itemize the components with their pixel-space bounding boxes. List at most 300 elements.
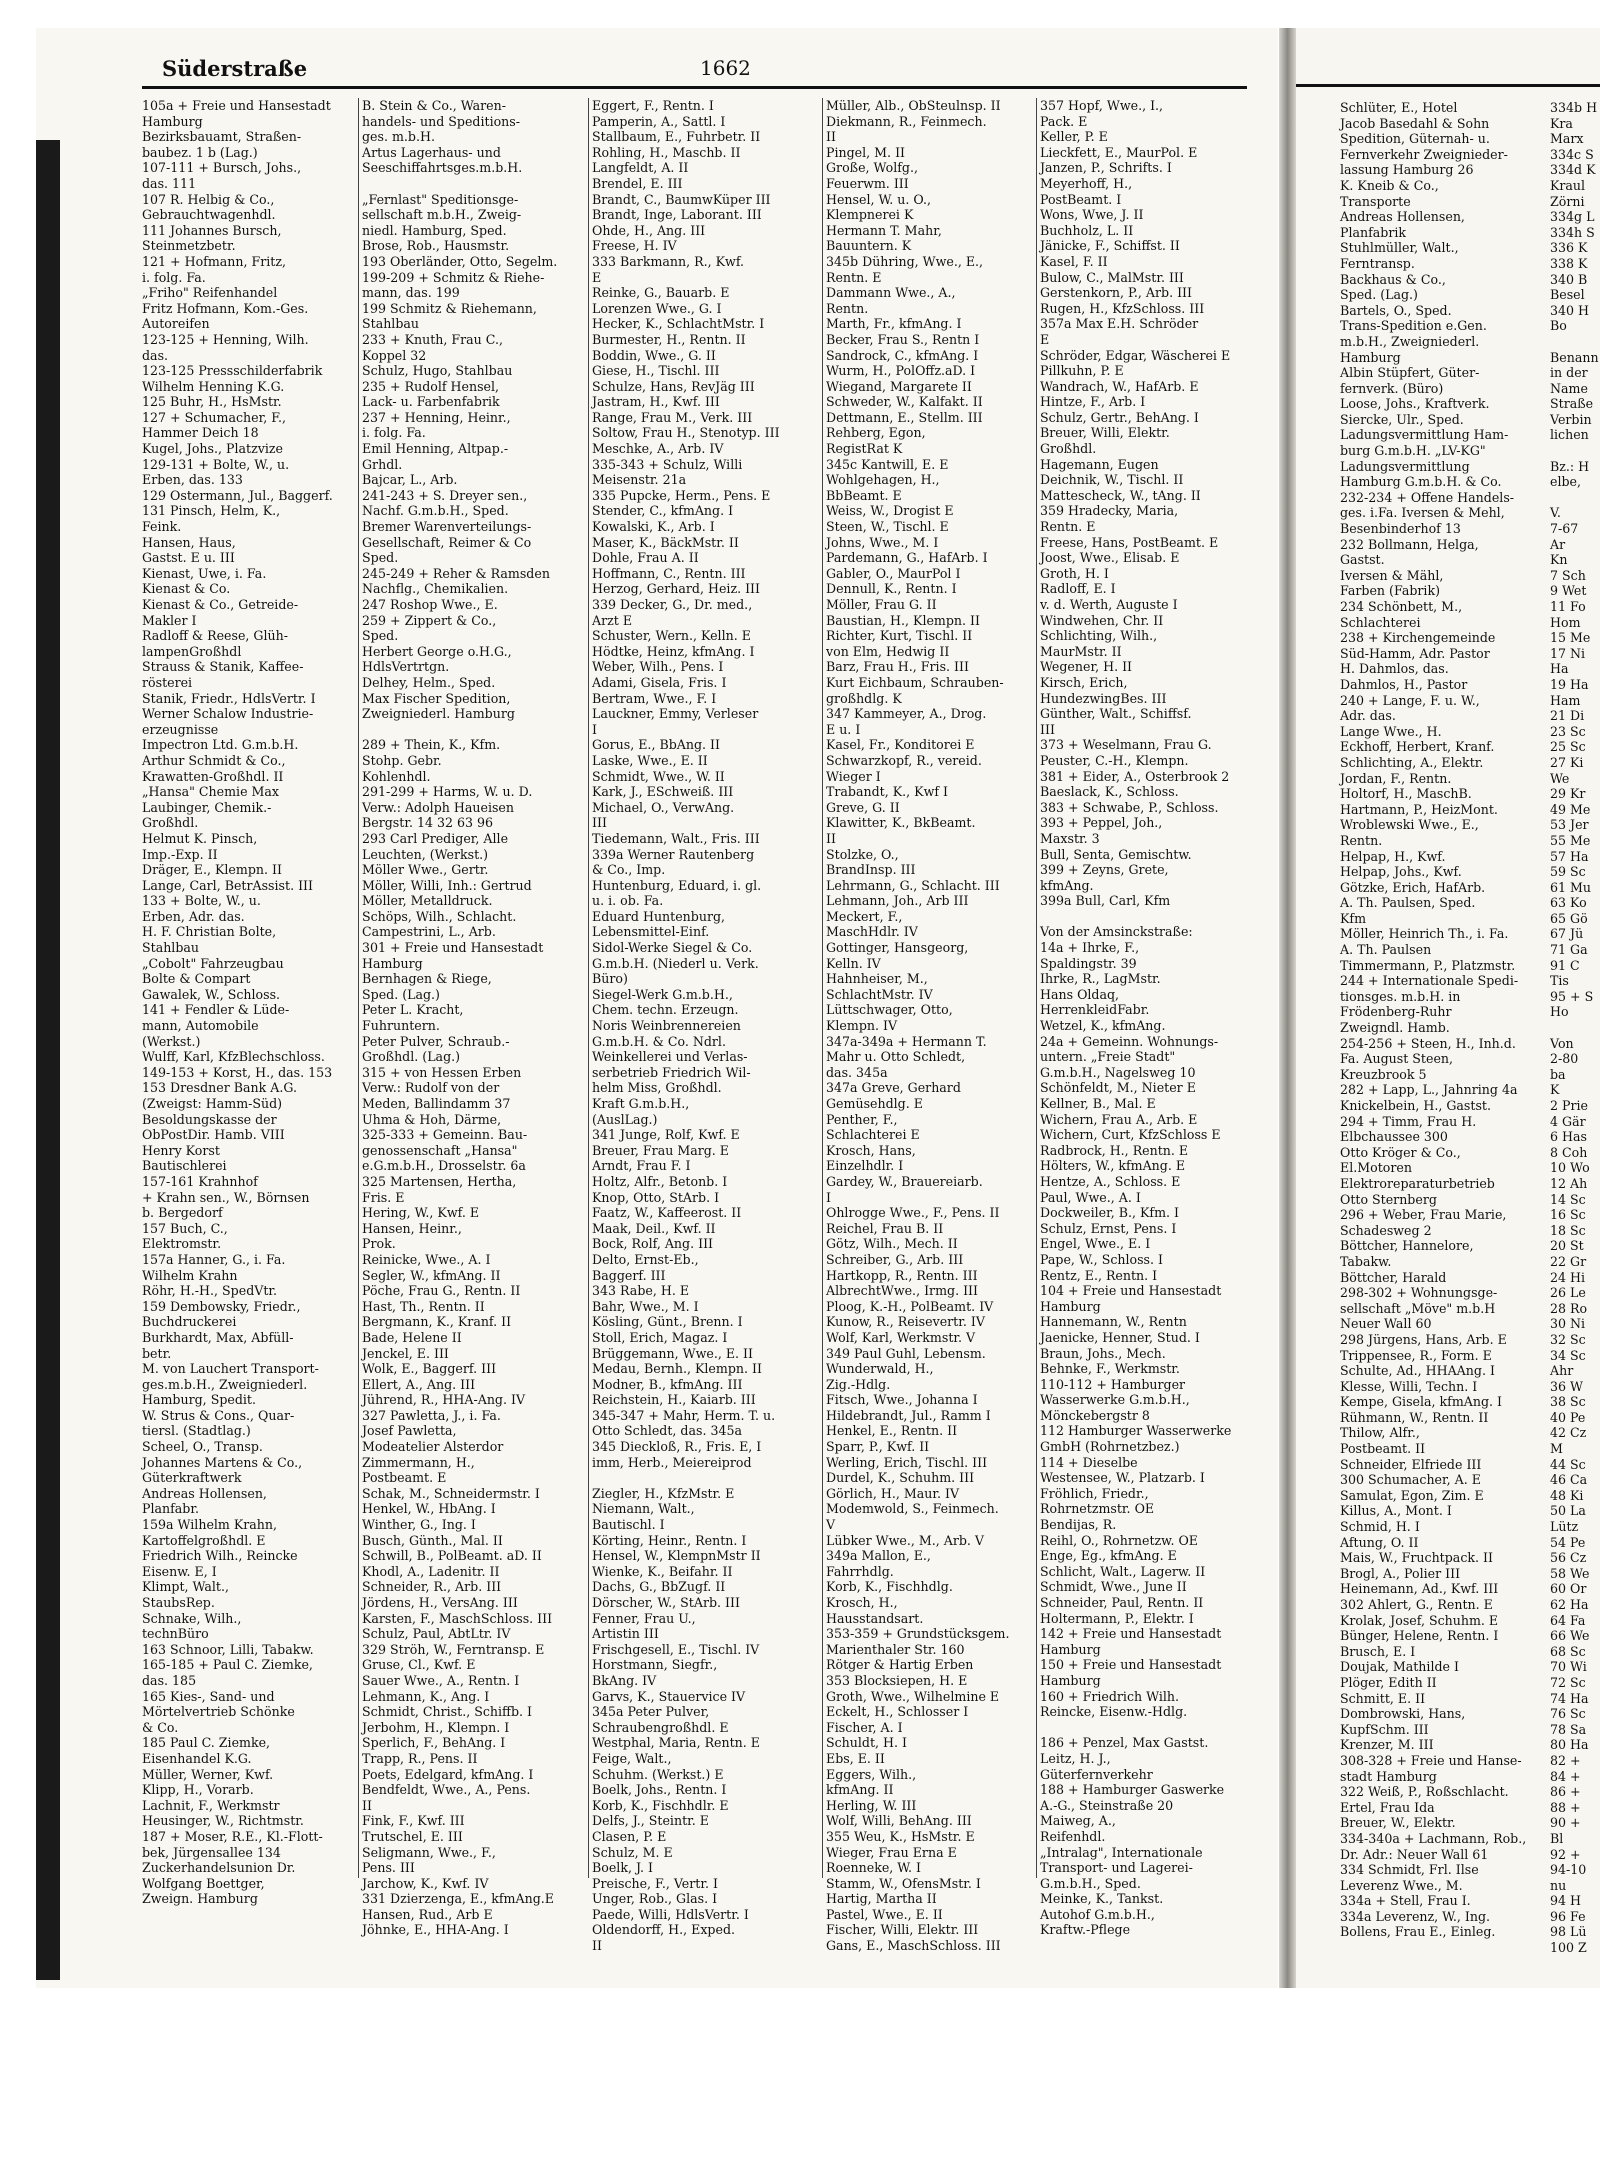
directory-entry-line: Modemwold, S., Feinmech. xyxy=(826,1501,999,1517)
directory-entry-line: 334c S xyxy=(1550,146,1594,162)
directory-entry-line: Lange Wwe., H. xyxy=(1340,723,1442,739)
directory-entry-line: Bl xyxy=(1550,1830,1564,1846)
directory-entry-line: Schröder, Edgar, Wäscherei E xyxy=(1040,347,1231,363)
directory-entry-line: I xyxy=(592,721,597,737)
directory-entry-line: Westensee, W., Platzarb. I xyxy=(1040,1470,1205,1486)
directory-entry-line: Straße xyxy=(1550,396,1594,412)
directory-entry-line: 331 Dzierzenga, E., kfmAng.E xyxy=(362,1891,554,1907)
directory-entry-line: Schnake, Wilh., xyxy=(142,1610,242,1626)
directory-entry-line: Wroblewski Wwe., E., xyxy=(1340,817,1479,833)
directory-entry-line: ges. i.Fa. Iversen & Mehl, xyxy=(1340,505,1505,521)
directory-entry-line: Kellner, B., Mal. E xyxy=(1040,1096,1156,1111)
directory-entry-line: 56 Cz xyxy=(1550,1550,1587,1566)
directory-entry-line: Schulze, Hans, RevJäg III xyxy=(592,378,755,394)
directory-entry-line: Zörni xyxy=(1550,193,1585,209)
directory-entry-line: Kark, J., ESchweiß. III xyxy=(592,784,734,800)
directory-entry-line: Leverenz Wwe., M. xyxy=(1340,1877,1463,1893)
directory-entry-line: Brendel, E. III xyxy=(592,175,683,191)
directory-entry-line: Enge, Eg., kfmAng. E xyxy=(1040,1548,1177,1564)
directory-entry-line: 121 + Hofmann, Fritz, xyxy=(142,253,286,269)
directory-entry-line: 66 We xyxy=(1550,1628,1590,1644)
directory-entry-line: sellschaft „Möve" m.b.H xyxy=(1340,1300,1496,1316)
directory-entry-line: 67 Jü xyxy=(1550,926,1584,942)
directory-entry-line: Meschke, A., Arb. IV xyxy=(592,441,724,457)
directory-entry-line: Transporte xyxy=(1340,193,1411,209)
directory-entry-line: das. 185 xyxy=(142,1672,197,1688)
directory-entry-line: 15 Me xyxy=(1550,630,1591,646)
directory-entry-line: M xyxy=(1550,1441,1563,1457)
directory-entry-line: Artus Lagerhaus- und xyxy=(362,144,501,160)
directory-entry-line: Hartkopp, R., Rentn. III xyxy=(826,1267,978,1283)
directory-entry-line: Westphal, Maria, Rentn. E xyxy=(592,1735,760,1751)
directory-entry-line: Schlachterei E xyxy=(826,1127,920,1143)
directory-entry-line: 55 Me xyxy=(1550,832,1591,848)
directory-entry-line: 334a + Stell, Frau I. xyxy=(1340,1893,1471,1909)
directory-entry-line: Oldendorff, H., Exped. xyxy=(592,1922,736,1938)
directory-entry-line: 17 Ni xyxy=(1550,645,1586,661)
directory-entry-line: Rohling, H., Maschb. II xyxy=(592,144,741,160)
directory-entry-line: Rühmann, W., Rentn. II xyxy=(1340,1409,1489,1425)
directory-entry-line: Plöger, Edith II xyxy=(1340,1674,1437,1690)
directory-entry-line: Schulte, Ad., HHAAng. I xyxy=(1340,1363,1495,1379)
directory-entry-line: Hahnheiser, M., xyxy=(826,971,928,987)
directory-entry-line: Ebs, E. II xyxy=(826,1750,885,1766)
directory-entry-line: Bollens, Frau E., Einleg. xyxy=(1340,1924,1496,1940)
directory-entry-line: 24a + Gemeinn. Wohnungs- xyxy=(1040,1033,1219,1049)
directory-entry-line: Wurm, H., PolOffz.aD. I xyxy=(826,363,976,379)
directory-column-4 xyxy=(826,98,1048,1954)
directory-entry-line: HundezwingBes. III xyxy=(1040,690,1167,706)
directory-entry-line: v. d. Werth, Auguste I xyxy=(1040,597,1178,612)
directory-entry-line xyxy=(362,722,584,738)
directory-entry-line: Krosch, Hans, xyxy=(826,1142,916,1158)
directory-entry-line: Gastst. xyxy=(1340,552,1385,568)
directory-entry-line: Ellert, A., Ang. III xyxy=(362,1376,476,1392)
directory-entry-line: H. Dahmlos, das. xyxy=(1340,661,1449,677)
directory-entry-line: Brüggemann, Wwe., E. II xyxy=(592,1345,753,1361)
directory-entry-line: 289 + Thein, K., Kfm. xyxy=(362,737,501,753)
directory-entry-line: 11 Fo xyxy=(1550,599,1586,614)
directory-entry-line: Helpap, H., Kwf. xyxy=(1340,848,1446,864)
column-divider xyxy=(1036,98,1037,1878)
directory-entry-line: 30 Ni xyxy=(1550,1316,1586,1332)
directory-entry-line: 27 Ki xyxy=(1550,754,1584,770)
directory-entry-line: Meisenstr. 21a xyxy=(592,472,687,488)
directory-entry-line: 63 Ko xyxy=(1550,895,1587,911)
directory-entry-line: 339 Decker, G., Dr. med., xyxy=(592,597,753,612)
directory-entry-line: BbBeamt. E xyxy=(826,487,902,503)
directory-entry-line: das. xyxy=(142,347,169,363)
directory-entry-line: Stender, C., kfmAng. I xyxy=(592,503,734,519)
directory-entry-line: 282 + Lapp, L., Jahnring 4a xyxy=(1340,1082,1518,1098)
directory-entry-line: Delto, Ernst-Eb., xyxy=(592,1251,699,1267)
directory-entry-line: Klawitter, K., BkBeamt. xyxy=(826,815,976,831)
directory-entry-line: Kurt Eichbaum, Schrauben- xyxy=(826,674,1004,690)
directory-entry-line: Iversen & Mähl, xyxy=(1340,567,1444,583)
directory-entry-line: Krosch, H., xyxy=(826,1595,898,1610)
directory-entry-line: HerrenkleidFabr. xyxy=(1040,1002,1150,1018)
directory-entry-line: Jördens, H., VersAng. III xyxy=(362,1595,518,1610)
directory-entry-line: Hammer Deich 18 xyxy=(142,425,259,441)
directory-entry-line: Niemann, Walt., xyxy=(592,1501,695,1517)
directory-entry-line: 18 Sc xyxy=(1550,1222,1586,1238)
directory-entry-line: 165 Kies-, Sand- und xyxy=(142,1688,275,1704)
directory-entry-line: Kraftw.-Pflege xyxy=(1040,1922,1131,1938)
directory-entry-line: 188 + Hamburger Gaswerke xyxy=(1040,1782,1225,1798)
directory-entry-line: 233 + Knuth, Frau C., xyxy=(362,331,503,347)
directory-entry-line: lassung Hamburg 26 xyxy=(1340,162,1474,178)
directory-entry-line: Klimpt, Walt., xyxy=(142,1579,229,1595)
directory-entry-line: sellschaft m.b.H., Zweig- xyxy=(362,207,522,223)
directory-entry-line: Eckelt, H., Schlosser I xyxy=(826,1704,969,1720)
directory-entry-line: 232-234 + Offene Handels- xyxy=(1340,489,1515,505)
directory-entry-line: 334 Schmidt, Frl. Ilse xyxy=(1340,1862,1479,1878)
directory-entry-line: Segler, W., kfmAng. II xyxy=(362,1267,501,1283)
directory-entry-line: 338 K xyxy=(1550,255,1588,271)
directory-entry-line: Michael, O., VerwAng. xyxy=(592,799,735,815)
directory-entry-line: Siegel-Werk G.m.b.H., xyxy=(592,986,733,1002)
directory-entry-line: Ploog, K.-H., PolBeamt. IV xyxy=(826,1298,994,1314)
directory-entry-line: 393 + Peppel, Joh., xyxy=(1040,815,1163,831)
directory-entry-line: AlbrechtWwe., Irmg. III xyxy=(826,1283,978,1299)
directory-entry-line: Schwarzkopf, R., vereid. xyxy=(826,752,982,768)
directory-entry-line: lampenGroßhdl xyxy=(142,643,242,659)
directory-entry-line: Behnke, F., Werkmstr. xyxy=(1040,1361,1180,1377)
directory-entry-line: Poets, Edelgard, kfmAng. I xyxy=(362,1766,534,1782)
directory-entry-line: Henkel, E., Rentn. II xyxy=(826,1423,958,1439)
directory-entry-line: E xyxy=(592,269,602,285)
directory-entry-line: Mais, W., Fruchtpack. II xyxy=(1340,1550,1493,1566)
directory-entry-line: Zweign. Hamburg xyxy=(142,1891,258,1907)
directory-entry-line: Noris Weinbrennereien xyxy=(592,1018,741,1034)
directory-column-7 xyxy=(1550,100,1600,1956)
directory-entry-line: Rohrnetzmstr. OE xyxy=(1040,1501,1155,1517)
directory-entry-line: Fenner, Frau U., xyxy=(592,1610,696,1626)
directory-entry-line: Autoreifen xyxy=(142,316,210,332)
directory-entry-line: Bünger, Helene, Rentn. I xyxy=(1340,1628,1499,1644)
directory-entry-line: niedl. Hamburg, Sped. xyxy=(362,222,507,238)
directory-entry-line: Kraft G.m.b.H., xyxy=(592,1096,690,1111)
directory-entry-line: 347 Kammeyer, A., Drog. xyxy=(826,706,987,722)
directory-entry-line: Wiegand, Margarete II xyxy=(826,378,972,394)
directory-entry-line: Timmermann, P., Platzmstr. xyxy=(1340,957,1516,973)
directory-entry-line: kfmAng. xyxy=(1040,877,1094,893)
directory-entry-line: M. von Lauchert Transport- xyxy=(142,1361,319,1377)
directory-entry-line: 21 Di xyxy=(1550,708,1585,724)
directory-entry-line: Henry Korst xyxy=(142,1142,220,1158)
directory-entry-line: Pillkuhn, P. E xyxy=(1040,363,1124,379)
directory-entry-line: Kowalski, K., Arb. I xyxy=(592,519,715,535)
directory-entry-line: Durdel, K., Schuhm. III xyxy=(826,1470,975,1486)
directory-entry-line: 131 Pinsch, Helm, K., xyxy=(142,503,281,519)
directory-entry-line: E xyxy=(1040,331,1050,347)
directory-entry-line: Lange, Carl, BetrAssist. III xyxy=(142,877,313,893)
directory-entry-line: Kra xyxy=(1550,115,1573,131)
directory-entry-line: Huntenburg, Eduard, i. gl. xyxy=(592,877,762,893)
directory-entry-line: Lehrmann, G., Schlacht. III xyxy=(826,877,1000,893)
directory-entry-line: Kienast, Uwe, i. Fa. xyxy=(142,565,267,581)
directory-entry-line: G.m.b.H. & Co. Ndrl. xyxy=(592,1033,726,1049)
directory-entry-line: 244 + Internationale Spedi- xyxy=(1340,973,1519,989)
directory-entry-line: Wons, Wwe, J. II xyxy=(1040,207,1144,223)
directory-entry-line: Röhr, H.-H., SpedVtr. xyxy=(142,1283,278,1299)
directory-entry-line: Hamburg xyxy=(1040,1672,1101,1688)
directory-entry-line: 185 Paul C. Ziemke, xyxy=(142,1735,271,1751)
directory-entry-line: 62 Ha xyxy=(1550,1597,1589,1612)
directory-entry-line: nu xyxy=(1550,1877,1567,1893)
directory-entry-line: Arthur Schmidt & Co., xyxy=(142,752,286,768)
directory-entry-line: Delhey, Helm., Sped. xyxy=(362,674,496,690)
directory-entry-line: Bergmann, K., Kranf. II xyxy=(362,1314,512,1330)
directory-entry-line: 57 Ha xyxy=(1550,848,1589,864)
directory-entry-line: Gardey, W., Brauereiarb. xyxy=(826,1173,983,1189)
directory-entry-line: Hansen, Haus, xyxy=(142,534,236,550)
directory-entry-line: Elektroreparaturbetrieb xyxy=(1340,1175,1495,1191)
directory-entry-line: We xyxy=(1550,770,1570,786)
directory-entry-line: 302 Ahlert, G., Rentn. E xyxy=(1340,1597,1493,1612)
directory-entry-line: Range, Frau M., Verk. III xyxy=(592,409,753,425)
directory-entry-line: Bock, Rolf, Ang. III xyxy=(592,1236,714,1252)
directory-entry-line: bek, Jürgensallee 134 xyxy=(142,1844,281,1860)
directory-entry-line: 34 Sc xyxy=(1550,1347,1586,1363)
directory-entry-line: Verw.: Rudolf von der xyxy=(362,1080,500,1096)
directory-entry-line: Pardemann, G., HafArb. I xyxy=(826,550,988,566)
directory-entry-line: Greve, G. II xyxy=(826,799,900,815)
directory-entry-line: Holtermann, P., Elektr. I xyxy=(1040,1610,1194,1626)
directory-entry-line: Gerstenkorn, P., Arb. III xyxy=(1040,285,1193,301)
directory-entry-line: Reihl, O., Rohrnetzw. OE xyxy=(1040,1532,1198,1548)
directory-entry-line: Johns, Wwe., M. I xyxy=(826,534,939,550)
directory-entry-line: Bajcar, L., Arb. xyxy=(362,472,458,488)
directory-entry-line: Max Fischer Spedition, xyxy=(362,690,511,706)
directory-entry-line: Weinkellerei und Verlas- xyxy=(592,1049,748,1065)
directory-entry-line: 240 + Lange, F. u. W., xyxy=(1340,692,1480,708)
directory-entry-line: Große, Wolfg., xyxy=(826,160,918,176)
directory-entry-line: Maiweg, A., xyxy=(1040,1813,1116,1829)
directory-entry-line: V. xyxy=(1550,505,1561,521)
directory-entry-line: III xyxy=(592,815,607,831)
directory-entry-line: von Elm, Hedwig II xyxy=(826,643,950,659)
directory-entry-line: 95 + S xyxy=(1550,988,1594,1004)
directory-entry-line: 241-243 + S. Dreyer sen., xyxy=(362,487,528,503)
directory-entry-line: Stoll, Erich, Magaz. I xyxy=(592,1329,728,1345)
directory-entry-line: 96 Fe xyxy=(1550,1908,1586,1924)
directory-entry-line: Von xyxy=(1550,1035,1574,1051)
directory-entry-line: technBüro xyxy=(142,1626,209,1642)
directory-entry-line: Postbeamt. E xyxy=(362,1470,447,1486)
directory-entry-line: Bo xyxy=(1550,318,1567,334)
directory-entry-line: Dombrowski, Hans, xyxy=(1340,1706,1466,1722)
directory-entry-line: Hintze, F., Arb. I xyxy=(1040,394,1146,410)
directory-entry-line: Uhma & Hoh, Därme, xyxy=(362,1111,502,1127)
directory-entry-line: 58 We xyxy=(1550,1565,1590,1581)
directory-entry-line: Pingel, M. II xyxy=(826,144,906,160)
directory-entry-line: 345 Dieckloß, R., Fris. E, I xyxy=(592,1439,762,1455)
directory-entry-line: Herling, W. III xyxy=(826,1797,917,1813)
directory-entry-line: Reichel, Frau B. II xyxy=(826,1220,944,1236)
directory-entry-line: Klipp, H., Vorarb. xyxy=(142,1782,254,1798)
directory-entry-line: Baggerf. III xyxy=(592,1267,666,1283)
directory-entry-line: Stallbaum, E., Fuhrbetr. II xyxy=(592,129,761,145)
directory-entry-line: ba xyxy=(1550,1066,1566,1082)
directory-entry-line: Stahlbau xyxy=(142,940,200,956)
directory-entry-line: 334h S xyxy=(1550,224,1595,240)
directory-column-3 xyxy=(592,98,814,1954)
directory-entry-line: Hamburg xyxy=(1340,349,1401,365)
directory-entry-line: Ham xyxy=(1550,692,1581,708)
directory-entry-line: Schulz, Hugo, Stahlbau xyxy=(362,363,513,379)
directory-entry-line: Stanik, Friedr., HdlsVertr. I xyxy=(142,690,316,706)
directory-entry-line: V xyxy=(826,1517,836,1533)
column-divider xyxy=(358,98,359,1878)
directory-entry-line: 373 + Weselmann, Frau G. xyxy=(1040,737,1212,753)
directory-entry-line: Schmidt, Wwe., W. II xyxy=(592,768,725,784)
directory-column-6 xyxy=(1340,100,1552,1940)
directory-entry-line: 78 Sa xyxy=(1550,1721,1587,1737)
directory-entry-line: Klempn. IV xyxy=(826,1018,898,1034)
directory-entry-line: Arndt, Frau F. I xyxy=(592,1158,691,1174)
directory-entry-line: 6 Has xyxy=(1550,1129,1587,1145)
directory-entry-line: „Intralag", Internationale xyxy=(1040,1844,1203,1860)
directory-entry-line: 105a + Freie und Hansestadt xyxy=(142,98,331,113)
directory-entry-line: 157 Buch, C., xyxy=(142,1220,228,1236)
directory-entry-line: Peuster, C.-H., Klempn. xyxy=(1040,752,1189,768)
directory-entry-line: Loose, Johs., Kraftverk. xyxy=(1340,396,1490,412)
directory-entry-line: Modeatelier Alsterdor xyxy=(362,1439,504,1455)
directory-entry-line: Rugen, H., KfzSchloss. III xyxy=(1040,300,1205,316)
directory-entry-line: Frischgesell, E., Tischl. IV xyxy=(592,1641,760,1657)
directory-entry-line: 237 + Henning, Heinr., xyxy=(362,409,511,425)
directory-entry-line: Marienthaler Str. 160 xyxy=(826,1641,965,1657)
directory-entry-line: Hamburg G.m.b.H. & Co. xyxy=(1340,474,1502,490)
directory-entry-line: m.b.H., Zweigniederl. xyxy=(1340,333,1480,349)
directory-entry-line: Hamburg xyxy=(1040,1641,1101,1657)
directory-entry-line: Gottinger, Hansgeorg, xyxy=(826,940,969,956)
directory-entry-line: Schweder, W., Kalfakt. II xyxy=(826,394,983,410)
directory-entry-line: Lieckfett, E., MaurPol. E xyxy=(1040,144,1198,160)
directory-entry-line: Kösling, Günt., Brenn. I xyxy=(592,1314,743,1330)
directory-entry-line: 48 Ki xyxy=(1550,1487,1584,1503)
directory-entry-line: 340 H xyxy=(1550,302,1590,318)
directory-entry-line xyxy=(1040,909,1250,925)
directory-entry-line: burg G.m.b.H. „LV-KG" xyxy=(1340,443,1486,459)
directory-entry-line: Peter Pulver, Schraub.- xyxy=(362,1033,510,1049)
directory-entry-line: Wunderwald, H., xyxy=(826,1361,934,1377)
directory-entry-line: Breuer, Willi, Elektr. xyxy=(1040,425,1170,441)
directory-entry-line: Jührend, R., HHA-Ang. IV xyxy=(362,1392,526,1408)
directory-entry-line: Zuckerhandelsunion Dr. xyxy=(142,1860,296,1876)
directory-entry-line: 325 Martensen, Hertha, xyxy=(362,1173,517,1189)
directory-entry-line: 16 Sc xyxy=(1550,1207,1586,1223)
directory-entry-line: 399a Bull, Carl, Kfm xyxy=(1040,893,1171,909)
directory-entry-line: 12 Ah xyxy=(1550,1175,1588,1191)
directory-entry-line: Knop, Otto, StArb. I xyxy=(592,1189,720,1205)
directory-entry-line: Hast, Th., Rentn. II xyxy=(362,1298,485,1314)
directory-entry-line: Bauuntern. K xyxy=(826,238,912,254)
directory-entry-line: Friedrich Wilh., Reincke xyxy=(142,1548,298,1564)
directory-entry-line: Meckert, F., xyxy=(826,908,903,924)
directory-entry-line: 20 St xyxy=(1550,1238,1584,1254)
directory-entry-line: Jastram, H., Kwf. III xyxy=(592,394,720,410)
directory-entry-line: K. Kneib & Co., xyxy=(1340,177,1439,193)
directory-entry-line: Kartoffelgroßhdl. E xyxy=(142,1532,266,1548)
directory-entry-line: Dennull, K., Rentn. I xyxy=(826,581,957,597)
directory-entry-line: Preische, F., Vertr. I xyxy=(592,1875,718,1891)
directory-entry-line: Rehberg, Egon, xyxy=(826,425,926,441)
directory-entry-line: Makler I xyxy=(142,612,197,628)
directory-entry-line: 80 Ha xyxy=(1550,1737,1589,1753)
directory-entry-line: BrandInsp. III xyxy=(826,862,916,878)
directory-entry-line: 14a + Ihrke, F., xyxy=(1040,940,1140,956)
directory-entry-line: Radbrock, H., Rentn. E xyxy=(1040,1142,1189,1158)
directory-entry-line: Schulz, M. E xyxy=(592,1844,673,1860)
directory-entry-line: Dahmlos, H., Pastor xyxy=(1340,676,1468,692)
directory-entry-line: Erben, das. 133 xyxy=(142,472,243,488)
directory-entry-line: Jordan, F., Rentn. xyxy=(1340,770,1452,786)
directory-entry-line: 343 Rabe, H. E xyxy=(592,1283,690,1299)
directory-entry-line: 163 Schnoor, Lilli, Tabakw. xyxy=(142,1641,314,1657)
directory-entry-line: Clasen, P. E xyxy=(592,1828,667,1844)
directory-entry-line: Eisenw. E, I xyxy=(142,1563,217,1579)
directory-entry-line: Lachnit, F., Werkmstr xyxy=(142,1797,280,1813)
directory-entry-line: Götzke, Erich, HafArb. xyxy=(1340,879,1486,895)
directory-entry-line: Bolte & Compart xyxy=(142,971,251,987)
directory-entry-line: Emil Henning, Altpap.- xyxy=(362,441,509,457)
directory-entry-line: Gawalek, W., Schloss. xyxy=(142,986,281,1002)
directory-entry-line: Name xyxy=(1550,380,1588,396)
directory-entry-line xyxy=(1550,1020,1600,1036)
directory-entry-line: Herbert George o.H.G., xyxy=(362,643,512,659)
directory-entry-line: „Cobolt" Fahrzeugbau xyxy=(142,955,284,971)
directory-entry-line: II xyxy=(592,1938,602,1954)
directory-entry-line: 8 Coh xyxy=(1550,1144,1588,1160)
directory-entry-line: 49 Me xyxy=(1550,801,1591,817)
directory-entry-line: Verbin xyxy=(1550,411,1592,427)
directory-entry-line: (AuslLag.) xyxy=(592,1111,658,1127)
directory-entry-line: 104 + Freie und Hansestadt xyxy=(1040,1283,1222,1299)
directory-entry-line: 114 + Dieselbe xyxy=(1040,1454,1138,1470)
directory-entry-line: Tiedemann, Walt., Fris. III xyxy=(592,830,760,846)
directory-entry-line: Farben (Fabrik) xyxy=(1340,583,1440,599)
directory-entry-line: 10 Wo xyxy=(1550,1160,1590,1176)
directory-entry-line: Lehmann, K., Ang. I xyxy=(362,1688,490,1704)
directory-entry-line: Dammann Wwe., A., xyxy=(826,285,956,301)
directory-entry-line: Breuer, W., Elektr. xyxy=(1340,1815,1456,1831)
directory-entry-line: E u. I xyxy=(826,721,861,737)
directory-entry-line: Stohp. Gebr. xyxy=(362,752,442,768)
directory-entry-line: Bahr, Wwe., M. I xyxy=(592,1298,699,1314)
directory-entry-line: 111 Johannes Bursch, xyxy=(142,222,282,238)
directory-entry-line: 347a-349a + Hermann T. xyxy=(826,1033,987,1049)
directory-entry-line: Aftung, O. II xyxy=(1340,1534,1419,1550)
directory-entry-line: Gesellschaft, Reimer & Co xyxy=(362,534,532,550)
directory-entry-line: baubez. 1 b (Lag.) xyxy=(142,144,258,160)
page-title: Süderstraße xyxy=(162,56,308,81)
directory-entry-line: Bade, Helene II xyxy=(362,1329,462,1345)
directory-entry-line: imm, Herb., Meiereiprod xyxy=(592,1454,752,1470)
directory-entry-line: Buchdruckerei xyxy=(142,1314,237,1330)
directory-entry-line: Zimmermann, H., xyxy=(362,1454,475,1470)
directory-entry-line: „Friho" Reifenhandel xyxy=(142,285,278,301)
directory-entry-line: G.m.b.H., Sped. xyxy=(1040,1875,1141,1891)
directory-entry-line: 94 H xyxy=(1550,1893,1582,1909)
directory-entry-line: 9 Wet xyxy=(1550,583,1587,599)
directory-entry-line: A.-G., Steinstraße 20 xyxy=(1040,1797,1174,1813)
directory-entry-line: Möller, Heinrich Th., i. Fa. xyxy=(1340,926,1509,942)
directory-entry-line: II xyxy=(826,129,836,145)
directory-entry-line: Hartig, Martha II xyxy=(826,1891,937,1907)
directory-entry-line: Boddin, Wwe., G. II xyxy=(592,347,716,363)
